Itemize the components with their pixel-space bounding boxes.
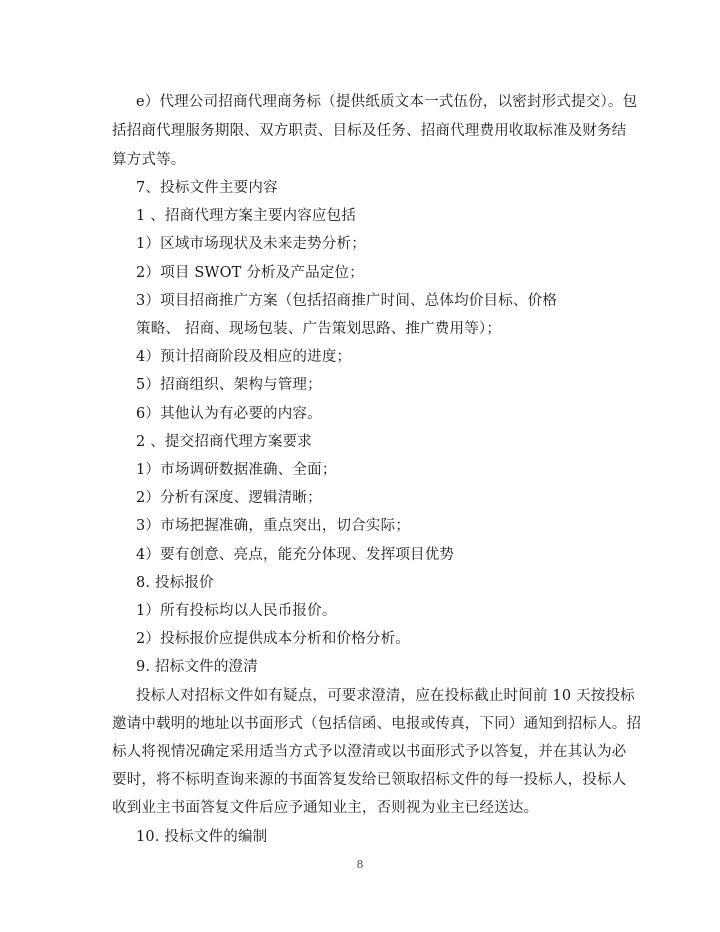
paragraph-line: 括招商代理服务期限、双方职责、目标及任务、招商代理费用收取标准及财务结 <box>112 123 627 139</box>
list-item: 3）项目招商推广方案（包括招商推广时间、总体均价目标、价格 <box>136 293 558 309</box>
list-item: 1）所有投标均以人民币报价。 <box>136 603 337 619</box>
list-item: 6）其他认为有必要的内容。 <box>136 406 322 422</box>
paragraph-line: 标人将视情况确定采用适当方式予以澄清或以书面形式予以答复，并在其认为必 <box>112 744 627 760</box>
list-item: 2）项目 SWOT 分析及产品定位； <box>136 265 364 281</box>
section-heading: 9. 招标文件的澄清 <box>136 659 258 675</box>
list-item: 1）市场调研数据准确、全面； <box>136 462 337 478</box>
paragraph-line: e）代理公司招商代理商务标（提供纸质文本一式伍份，以密封形式提交）。包 <box>136 94 638 110</box>
list-item: 2）分析有深度、逻辑清晰； <box>136 490 322 506</box>
subsection-heading: 2 、提交招商代理方案要求 <box>136 434 312 450</box>
list-item-continuation: 策略、 招商、现场包装、广告策划思路、推广费用等）； <box>136 321 502 337</box>
section-heading: 8. 投标报价 <box>136 575 214 591</box>
page-number: 8 <box>356 858 364 871</box>
section-heading: 10. 投标文件的编制 <box>136 829 268 845</box>
list-item: 4）要有创意、亮点，能充分体现、发挥项目优势 <box>136 547 455 563</box>
paragraph-line: 收到业主书面答复文件后应予通知业主，否则视为业主已经送达。 <box>112 800 539 816</box>
paragraph-line: 邀请中载明的地址以书面形式（包括信函、电报或传真，下同）通知到招标人。招 <box>112 716 642 732</box>
paragraph-line: 算方式等。 <box>112 152 186 168</box>
list-item: 2）投标报价应提供成本分析和价格分析。 <box>136 631 411 647</box>
section-heading: 7、投标文件主要内容 <box>136 180 278 196</box>
list-item: 1）区域市场现状及未来走势分析； <box>136 236 366 252</box>
paragraph-line: 要时，将不标明查询来源的书面答复发给已领取招标文件的每一投标人，投标人 <box>112 772 627 788</box>
list-item: 5）招商组织、架构与管理； <box>136 377 322 393</box>
list-item: 4）预计招商阶段及相应的进度； <box>136 349 352 365</box>
list-item: 3）市场把握准确，重点突出，切合实际； <box>136 518 411 534</box>
subsection-heading: 1 、招商代理方案主要内容应包括 <box>136 208 357 224</box>
paragraph-line: 投标人对招标文件如有疑点，可要求澄清，应在投标截止时间前 10 天按投标 <box>136 688 635 704</box>
